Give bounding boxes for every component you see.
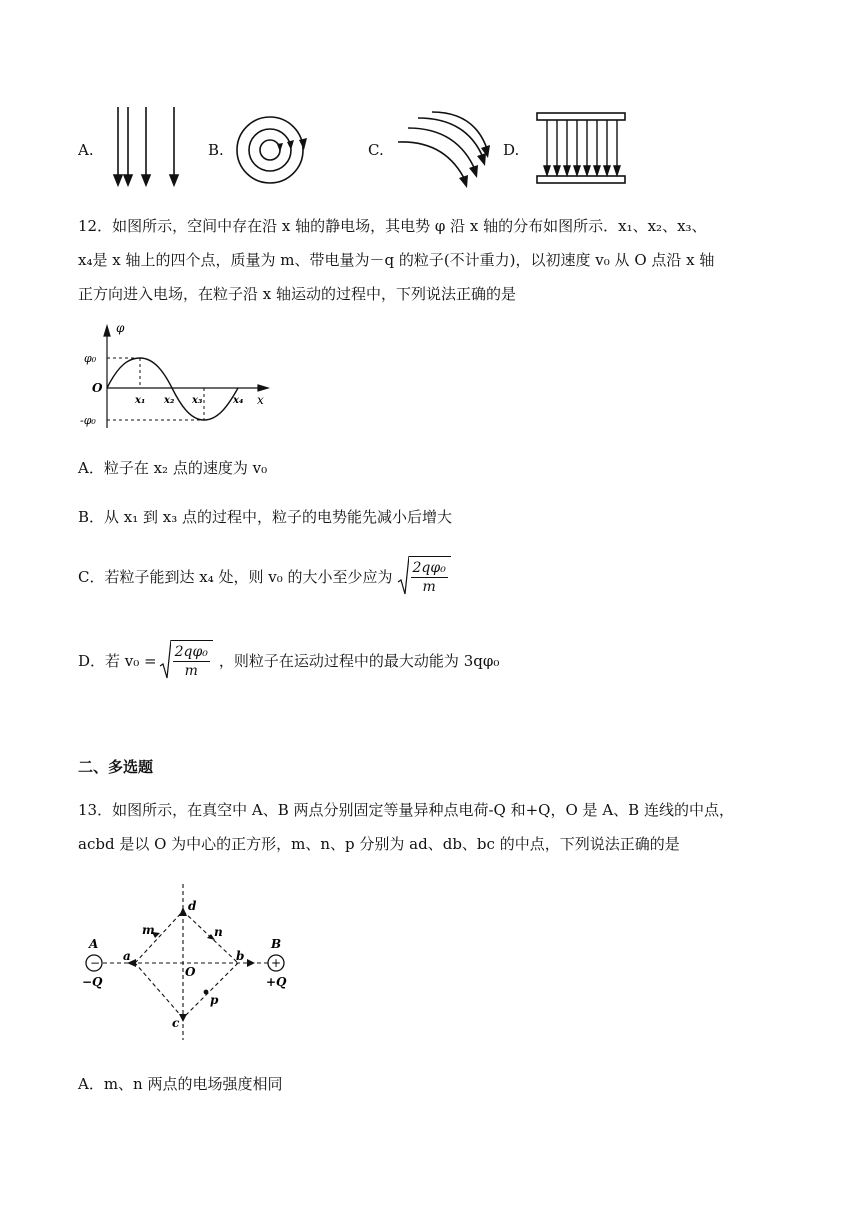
label-p: p — [210, 993, 219, 1007]
q13-charge-diagram — [80, 880, 305, 1045]
graph-phi-label: φ — [116, 321, 125, 335]
frac-numerator: 2qφ₀ — [412, 560, 446, 576]
q13-text-line2: acbd 是以 O 为中心的正方形，m、n、p 分别为 ad、db、bc 的中点，下列说法正确的是 — [78, 835, 680, 853]
label-O: O — [185, 965, 196, 979]
label-a: a — [123, 949, 131, 963]
q12-option-d — [78, 640, 499, 682]
q12-text-line3: 正方向进入电场，在粒子沿 x 轴运动的过程中，下列说法正确的是 — [78, 285, 516, 303]
label-b: b — [236, 949, 245, 963]
q12-option-b: B．从 x₁ 到 x₃ 点的过程中，粒子的电势能先减小后增大 — [78, 508, 453, 526]
section-heading: 二、多选题 — [78, 758, 154, 776]
sqrt-expression — [397, 556, 451, 598]
sqrt-sign — [397, 556, 409, 598]
option-b-label: B. — [208, 141, 224, 159]
label-B: B — [271, 937, 282, 951]
q12-option-c-text: C．若粒子能到达 x₄ 处，则 v₀ 的大小至少应为 — [78, 568, 393, 586]
label-A: A — [89, 937, 99, 951]
graph-phi0-label: φ₀ — [84, 352, 97, 365]
neg-sign: − — [90, 956, 101, 970]
q12-potential-graph — [80, 320, 280, 432]
q12-option-d-prefix: D．若 v₀ = — [78, 652, 157, 670]
q12-option-c — [78, 556, 451, 598]
label-n: n — [214, 925, 223, 939]
q12-option-d-suffix: ，则粒子在运动过程中的最大动能为 3qφ₀ — [218, 652, 500, 670]
graph-tick-x1: x₁ — [135, 395, 146, 406]
option-a-label: A. — [78, 141, 94, 159]
figure-option-a-parallel-lines — [108, 105, 183, 187]
figure-option-b-concentric-circles — [234, 112, 314, 188]
graph-tick-x3: x₃ — [192, 395, 203, 406]
label-m: m — [142, 923, 155, 937]
frac-numerator: 2qφ₀ — [174, 644, 208, 660]
q12-text-line1: 12．如图所示，空间中存在沿 x 轴的静电场，其电势 φ 沿 x 轴的分布如图所示．x₁、x₂、x₃、 — [78, 217, 707, 235]
figure-option-d-parallel-plates — [535, 110, 630, 188]
sqrt-sign — [159, 640, 171, 682]
label-d: d — [188, 899, 197, 913]
label-pos-q: +Q — [266, 975, 287, 989]
frac-denominator: m — [184, 663, 198, 679]
label-c: c — [172, 1016, 180, 1030]
pos-sign: + — [271, 956, 282, 970]
graph-origin-label: O — [92, 381, 103, 395]
option-c-label: C. — [368, 141, 384, 159]
graph-x-axis-label: x — [257, 393, 264, 407]
q12-option-a: A．粒子在 x₂ 点的速度为 v₀ — [78, 459, 268, 477]
frac-denominator: m — [422, 579, 436, 595]
graph-tick-x2: x₂ — [164, 395, 175, 406]
q13-option-a: A．m、n 两点的电场强度相同 — [78, 1075, 283, 1093]
sqrt-expression — [159, 640, 213, 682]
figure-option-c-curved-lines — [396, 110, 491, 192]
graph-tick-x4: x₄ — [233, 395, 244, 406]
label-neg-q: −Q — [82, 975, 103, 989]
q12-text-line2: x₄是 x 轴上的四个点，质量为 m、带电量为－q 的粒子(不计重力)，以初速度 v₀ 从 O 点沿 x 轴 — [78, 251, 715, 269]
option-d-label: D. — [503, 141, 520, 159]
graph-neg-phi0-label: -φ₀ — [80, 414, 96, 427]
q13-text-line1: 13．如图所示，在真空中 A、B 两点分别固定等量异种点电荷-Q 和+Q，O 是 A、B 连线的中点， — [78, 801, 734, 819]
